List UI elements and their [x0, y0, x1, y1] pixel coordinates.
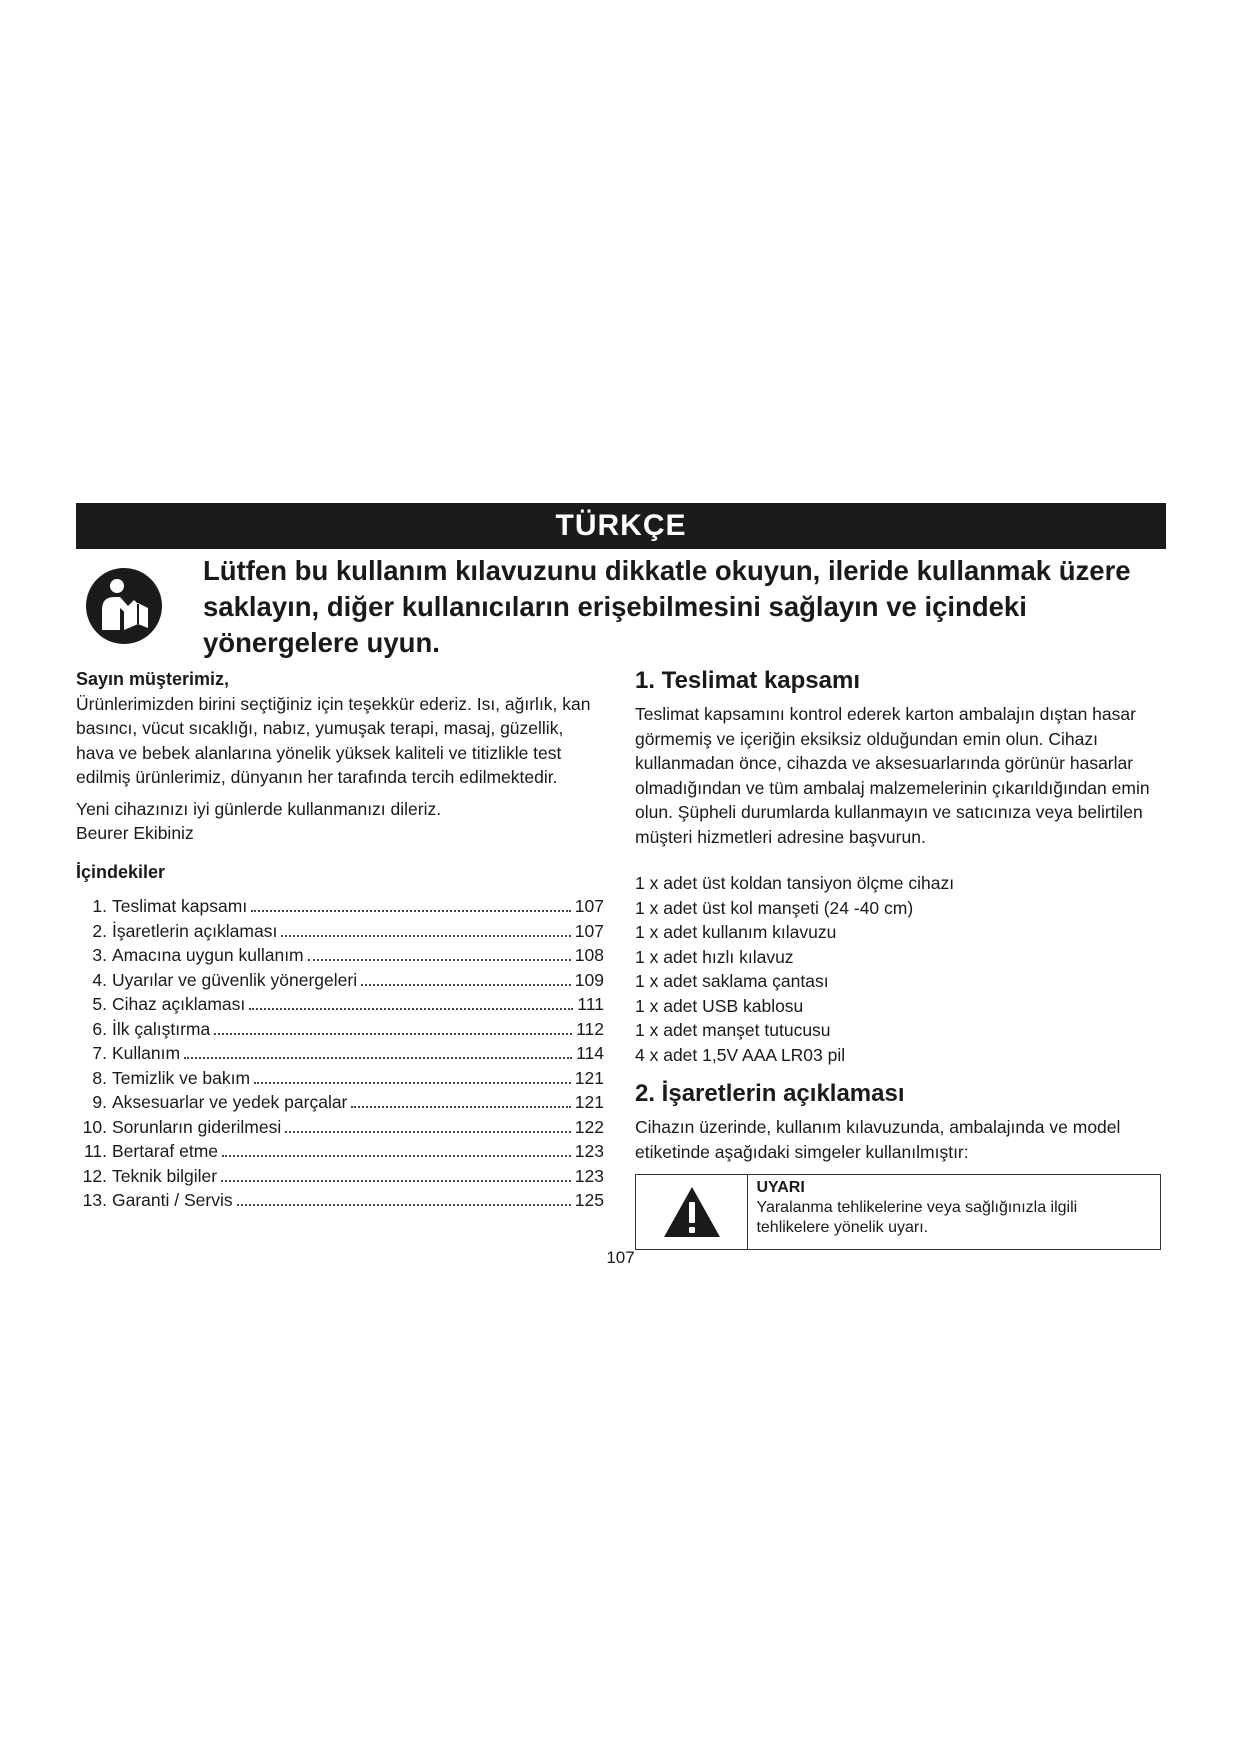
- list-item: 1 x adet USB kablosu: [635, 995, 804, 1016]
- toc-page: 121: [574, 1067, 604, 1088]
- toc-page: 125: [574, 1190, 604, 1210]
- toc-item: [76, 968, 604, 993]
- toc-leader: [285, 1131, 571, 1133]
- toc-num: 1.: [92, 896, 107, 916]
- toc-page: 123: [574, 1165, 604, 1186]
- right-column: [635, 666, 1170, 1250]
- toc-num: 9.: [92, 1092, 107, 1112]
- warning-title: UYARI: [756, 1179, 805, 1196]
- toc-page: 121: [574, 1092, 604, 1112]
- toc-page: 111: [577, 994, 604, 1014]
- left-column: [76, 667, 604, 1213]
- toc-num: 5.: [92, 994, 107, 1014]
- toc-num: 3.: [92, 945, 107, 965]
- toc-num: 8.: [92, 1067, 107, 1088]
- toc-leader: [308, 959, 571, 961]
- toc-label: Amacına uygun kullanım: [112, 945, 304, 965]
- toc-page: 107: [574, 920, 604, 941]
- list-item: 1 x adet üst kol manşeti (24 -40 cm): [635, 897, 914, 918]
- warning-description: [748, 1175, 1160, 1249]
- toc-label: Cihaz açıklaması: [112, 994, 246, 1014]
- toc-label: Sorunların giderilmesi: [112, 1116, 282, 1137]
- toc-label: Aksesuarlar ve yedek parçalar: [112, 1092, 348, 1112]
- toc-item: [76, 894, 604, 919]
- toc-item: [76, 992, 604, 1017]
- read-manual-icon: [84, 566, 164, 646]
- toc-leader: [361, 984, 571, 986]
- toc-page: 108: [574, 945, 604, 965]
- toc-item: [76, 943, 604, 968]
- toc-item: [76, 1139, 604, 1164]
- section-2-title: 2. İşaretlerin açıklaması: [635, 1080, 905, 1107]
- toc-page: 107: [574, 896, 604, 916]
- toc-item: [76, 1041, 604, 1066]
- toc-page: 123: [574, 1141, 604, 1161]
- toc-label: Temizlik ve bakım: [112, 1067, 251, 1088]
- toc-item: [76, 1017, 604, 1042]
- greeting-body: Ürünlerimizden birini seçtiğiniz için teşekkür ederiz. Isı, ağırlık, kan basıncı, vücut sıcaklığı, nabız, yumuşak terapi, masaj, güzellik, hava ve bebek alanlarına yönelik yüksek kaliteli ve titizlikle test edilmiş ürünlerimiz, dünyanın her tarafında tercih edilmektedir.: [76, 693, 591, 787]
- toc-label: Kullanım: [112, 1043, 181, 1063]
- section-1-title: 1. Teslimat kapsamı: [635, 667, 860, 694]
- warning-icon-cell: [636, 1175, 748, 1249]
- toc-label: Bertaraf etme: [112, 1141, 219, 1161]
- toc-num: 4.: [92, 969, 107, 990]
- toc-page: 112: [576, 1018, 604, 1039]
- toc-num: 2.: [92, 920, 107, 941]
- toc-label: Garanti / Servis: [112, 1190, 233, 1210]
- toc-num: 11.: [83, 1141, 107, 1161]
- toc-item: [76, 1090, 604, 1115]
- toc-leader: [281, 935, 570, 937]
- toc-leader: [249, 1008, 573, 1010]
- delivery-items-list: [635, 871, 1170, 1067]
- toc-title: İçindekiler: [76, 861, 166, 882]
- list-item: 1 x adet üst koldan tansiyon ölçme cihazı: [635, 873, 955, 893]
- toc-leader: [214, 1033, 572, 1035]
- toc-leader: [251, 910, 571, 912]
- language-header: TÜRKÇE: [76, 503, 1166, 549]
- warning-text: Yaralanma tehlikelerine veya sağlığınızla ilgili tehlikelere yönelik uyarı.: [756, 1199, 1078, 1236]
- toc-leader: [254, 1082, 571, 1084]
- warning-triangle-icon: [662, 1185, 722, 1239]
- toc-num: 10.: [82, 1116, 107, 1137]
- section-1-body: Teslimat kapsamını kontrol ederek karton ambalajın dıştan hasar görmemiş ve içeriğin eksiksiz olduğundan emin olun. Cihazı kullanmadan önce, cihazda ve aksesuarlarında görünür hasarlar olmadığından ve tüm ambalaj malzemelerinin çıkarıldığından emin olun. Şüpheli durumlarda kullanmayın ve satıcınıza veya belirtilen müşteri hizmetleri adresine başvurun.: [635, 704, 1150, 847]
- toc-label: Uyarılar ve güvenlik yönergeleri: [112, 969, 358, 990]
- toc-leader: [237, 1204, 571, 1206]
- page-number: 107: [606, 1248, 635, 1267]
- toc-item: [76, 1188, 604, 1213]
- toc-num: 6.: [92, 1018, 107, 1039]
- toc-item: [76, 1164, 604, 1189]
- toc-page: 114: [576, 1043, 604, 1063]
- intro-instruction: Lütfen bu kullanım kılavuzunu dikkatle okuyun, ileride kullanmak üzere saklayın, diğer kullanıcıların erişebilmesini sağlayın ve içindeki yönergelere uyun.: [203, 555, 1131, 658]
- toc-leader: [351, 1106, 570, 1108]
- list-item: 1 x adet hızlı kılavuz: [635, 946, 794, 967]
- toc-label: İlk çalıştırma: [112, 1018, 211, 1039]
- toc-label: Teknik bilgiler: [112, 1165, 218, 1186]
- list-item: 1 x adet saklama çantası: [635, 971, 829, 991]
- greeting-salutation: Sayın müşterimiz,: [76, 669, 230, 689]
- toc-leader: [184, 1057, 572, 1059]
- list-item: 1 x adet manşet tutucusu: [635, 1020, 831, 1040]
- toc-page: 109: [574, 969, 604, 990]
- toc-num: 7.: [92, 1043, 107, 1063]
- toc-item: [76, 1066, 604, 1091]
- toc-page: 122: [574, 1116, 604, 1137]
- toc-leader: [222, 1155, 571, 1157]
- toc-num: 12.: [82, 1165, 107, 1186]
- greeting-signature: Beurer Ekibiniz: [76, 823, 194, 843]
- toc-label: İşaretlerin açıklaması: [112, 920, 278, 941]
- greeting-wish: Yeni cihazınızı iyi günlerde kullanmanızı dileriz.: [76, 798, 442, 819]
- toc-item: [76, 919, 604, 944]
- section-2-body: Cihazın üzerinde, kullanım kılavuzunda, ambalajında ve model etiketinde aşağıdaki simgeler kullanılmıştır:: [635, 1117, 1121, 1162]
- toc-item: [76, 1115, 604, 1140]
- toc-num: 13.: [82, 1190, 107, 1210]
- list-item: 4 x adet 1,5V AAA LR03 pil: [635, 1044, 846, 1065]
- toc-list: [76, 894, 604, 1213]
- list-item: 1 x adet kullanım kılavuzu: [635, 922, 837, 942]
- toc-label: Teslimat kapsamı: [112, 896, 248, 916]
- toc-leader: [221, 1180, 571, 1182]
- warning-symbol-box: [635, 1174, 1161, 1250]
